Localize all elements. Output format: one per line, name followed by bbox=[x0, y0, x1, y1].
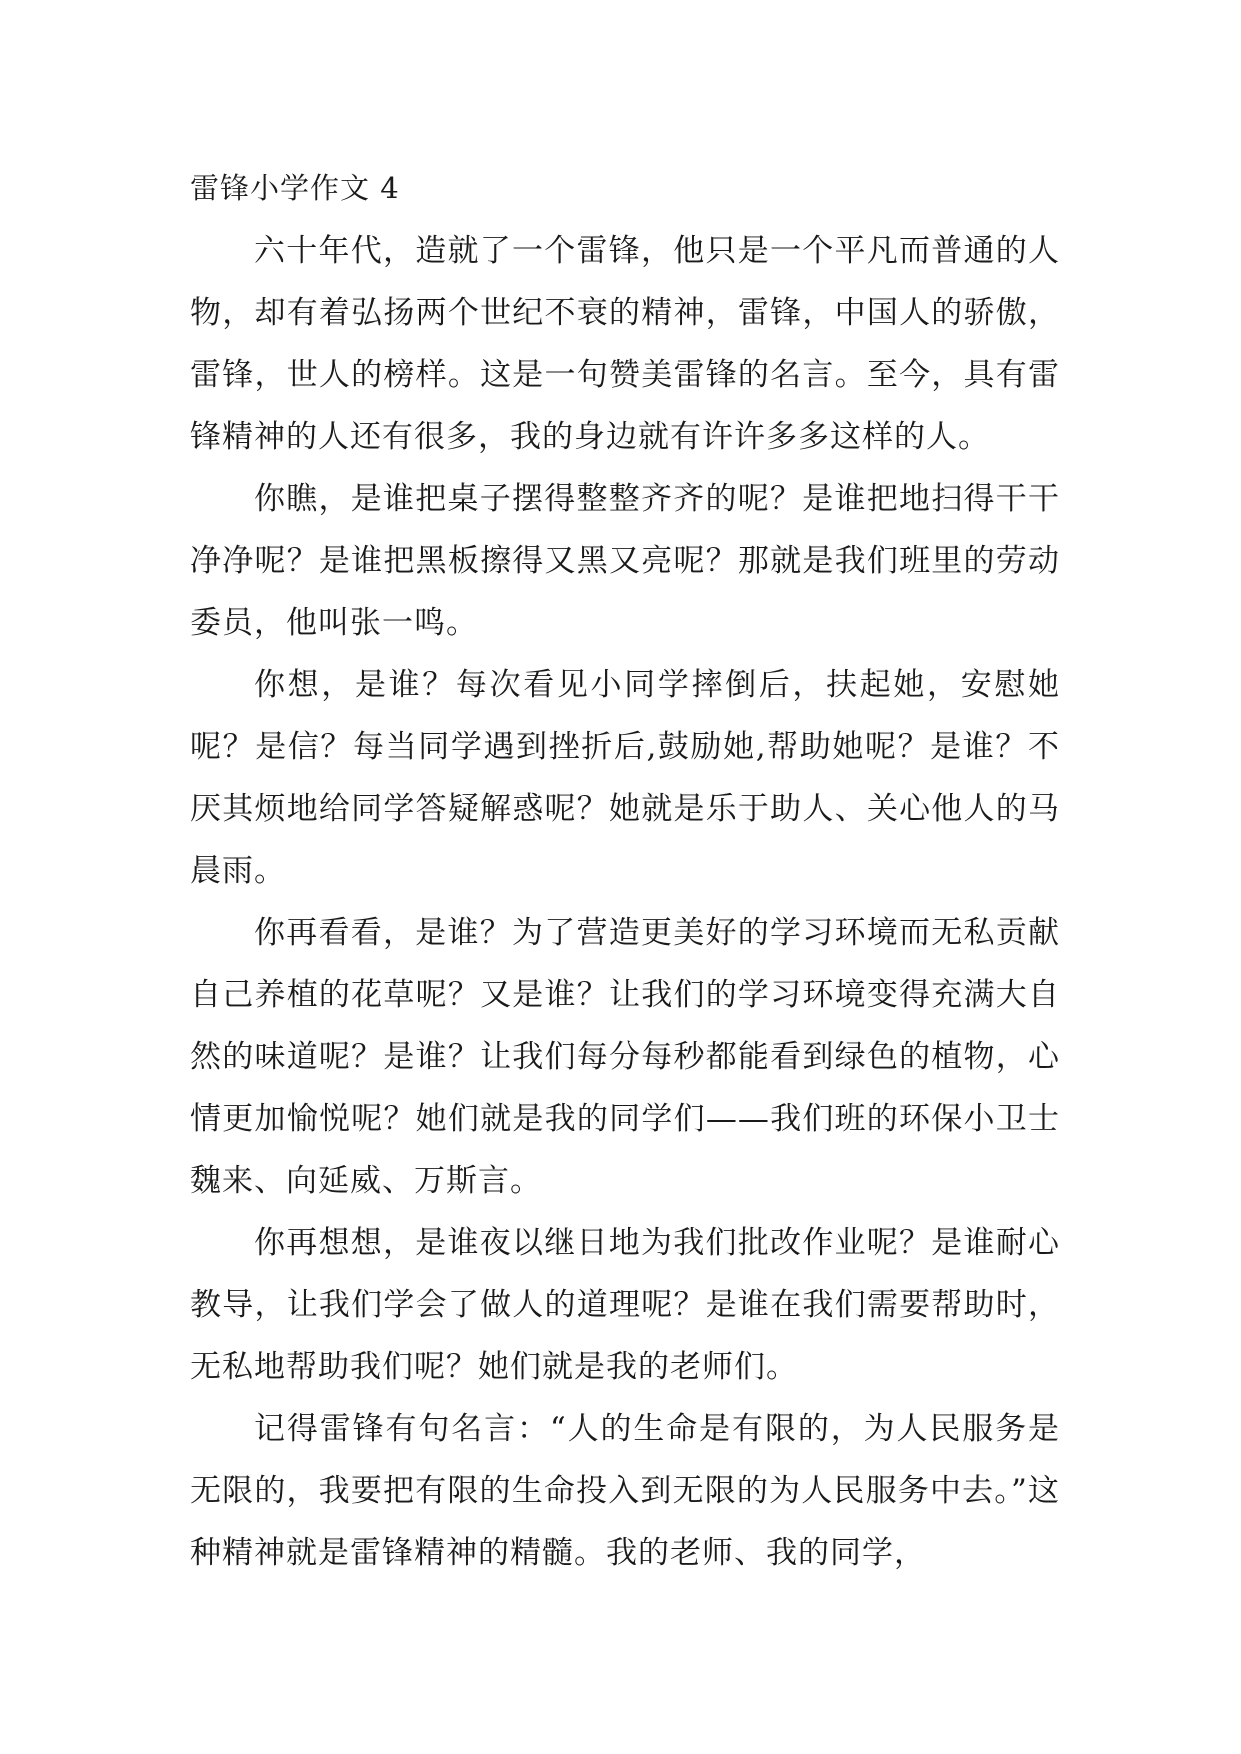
paragraph-4: 你再看看，是谁？为了营造更美好的学习环境而无私贡献自己养植的花草呢？又是谁？让我们的学习环境变得充满大自然的味道呢？是谁？让我们每分每秒都能看到绿色的植物，心情更加愉悦呢？她们就是我的同学们——我们班的环保小卫士魏来、向延威、万斯言。 bbox=[190, 915, 1060, 1199]
paragraph-2: 你瞧，是谁把桌子摆得整整齐齐的呢？是谁把地扫得干干净净呢？是谁把黑板擦得又黑又亮呢？那就是我们班里的劳动委员，他叫张一鸣。 bbox=[190, 481, 1060, 641]
paragraph-6: 记得雷锋有句名言：“人的生命是有限的，为人民服务是无限的，我要把有限的生命投入到无限的为人民服务中去。”这种精神就是雷锋精神的精髓。我的老师、我的同学， bbox=[190, 1411, 1060, 1571]
paragraph-1: 六十年代，造就了一个雷锋，他只是一个平凡而普通的人物，却有着弘扬两个世纪不衰的精神，雷锋，中国人的骄傲，雷锋，世人的榜样。这是一句赞美雷锋的名言。至今，具有雷锋精神的人还有很多，我的身边就有许许多多这样的人。 bbox=[190, 233, 1060, 455]
document-title: 雷锋小学作文 4 bbox=[190, 171, 400, 205]
paragraph-5: 你再想想，是谁夜以继日地为我们批改作业呢？是谁耐心教导，让我们学会了做人的道理呢？是谁在我们需要帮助时，无私地帮助我们呢？她们就是我的老师们。 bbox=[190, 1225, 1060, 1385]
paragraph-3: 你想，是谁？每次看见小同学摔倒后，扶起她，安慰她呢？是信？每当同学遇到挫折后,鼓励她,帮助她呢？是谁？不厌其烦地给同学答疑解惑呢？她就是乐于助人、关心他人的马晨雨。 bbox=[190, 667, 1060, 889]
document-page bbox=[190, 160, 1060, 1584]
